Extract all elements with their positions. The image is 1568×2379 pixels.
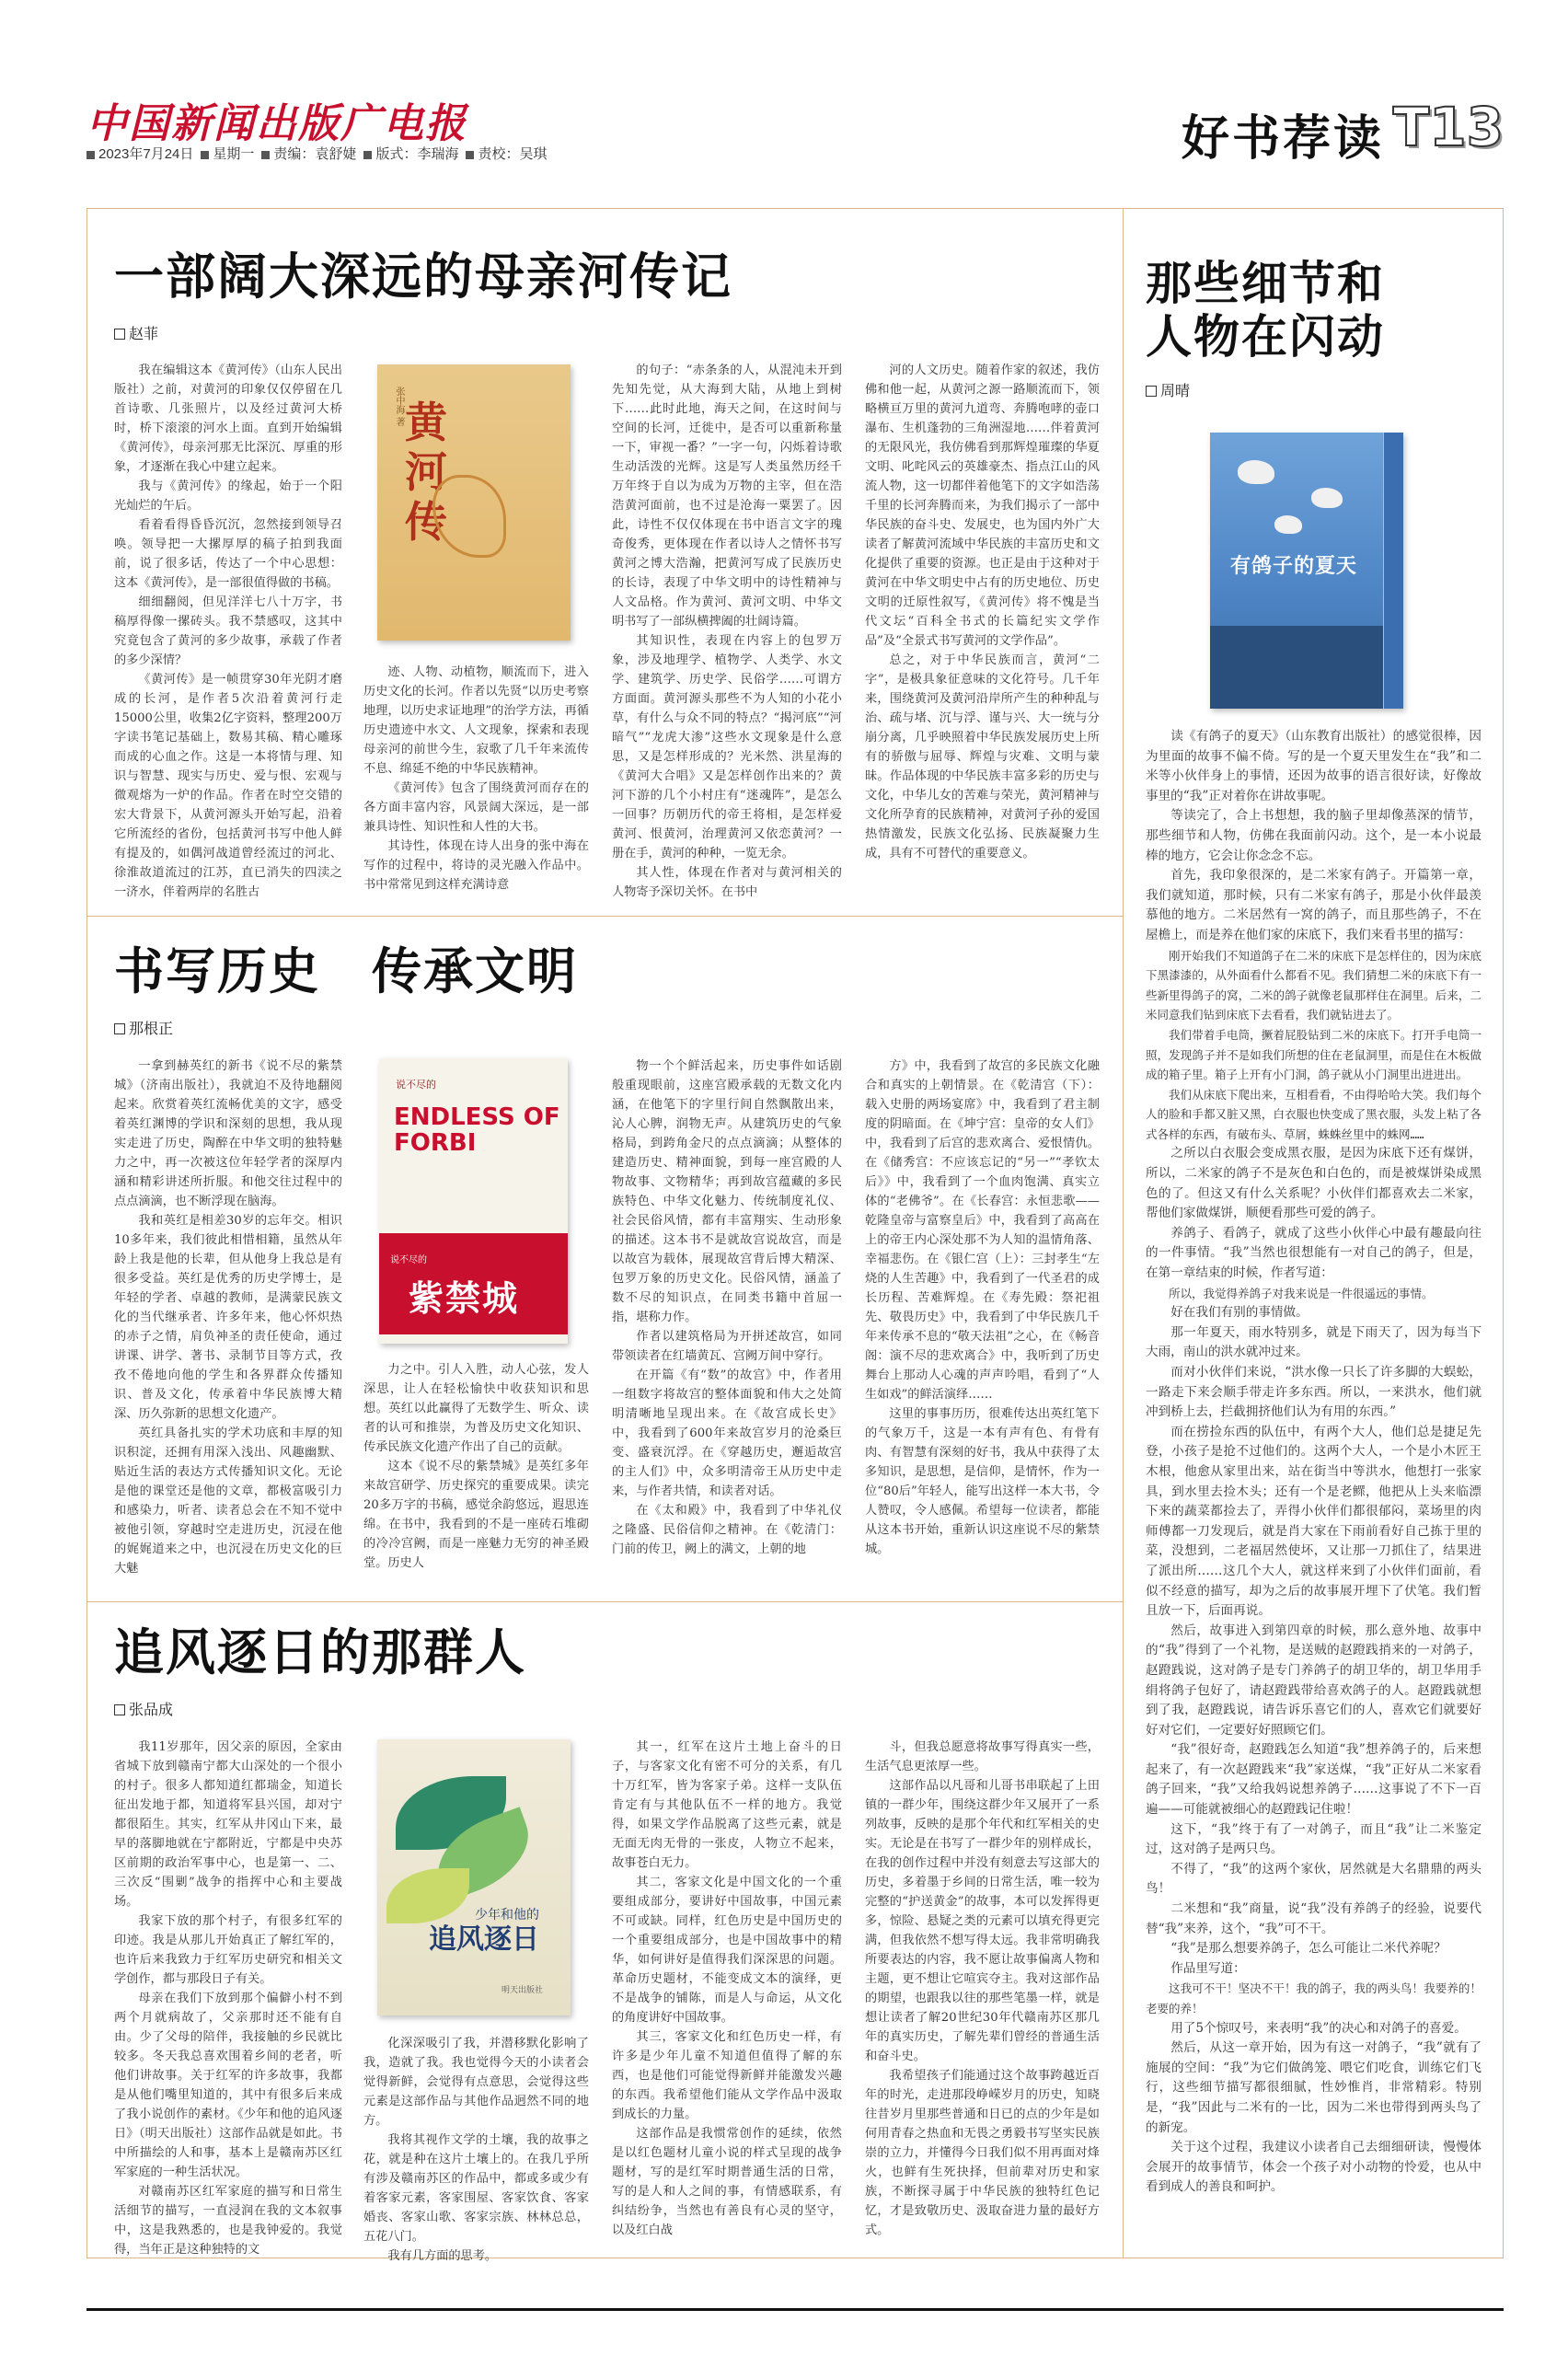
- article-title: 书写历史 传承文明: [114, 942, 578, 1000]
- article-column: 的句子：“赤条条的人，从混沌未开到先知先觉，从大海到大陆，从地上到树下……此时此地，海天之间，在这时间与空间的长河，迁徙中，是否可以重新称量一下，审视一番？”一字一句，闪烁着诗歌生动活泼的光辉。这是写人类虽然历经千万年终于自以为成为万物的主宰，但在浩浩黄河面前，也不过是沧海一粟罢了。因此，诗性不仅仅体现在书中语言文字的瑰奇俊秀，更体现在作者以诗人之情怀书写黄河之博大浩瀚，把黄河写成了民族历史的长诗，表现了中华文明中的诗性精神与人文品格。作为黄河、黄河文明、中华文明书写了一部纵横捭阖的壮阔诗篇。 其知识性，表现在内容上的包罗万象，涉及地理学、植物学、人类学、水文学、建筑学、历史学、民俗学……可谓方方面面。黄河源头那些不为人知的小花小草，有什么与众不同的特点？“揭河底”“河暗气”“龙虎大渗”这些水文现象是什么意思，又是怎样形成的？光米然、洪星海的《黄河大合唱》又是怎样创作出来的？黄河下游的几个小村庄有“迷魂阵”，是怎么一回事？历朝历代的帝王将相，是怎样爱黄河、恨黄河，治理黄河又依恋黄河？一册在手，黄河的种种，一览无余。 其人性，体现在作者对与黄河相关的人物寄予深切关怀。在书中: [612, 364, 842, 899]
- book-cover: 张中海 著 黄河传: [377, 364, 571, 641]
- article-column: 我在编辑这本《黄河传》（山东人民出版社）之前，对黄河的印象仅仅停留在几首诗歌、几张照片，以及经过黄河大桥时，桥下滚滚的河水上面。直到开始编辑《黄河传》，母亲河那无比深沉、厚重的形象，才逐渐在我心中建立起来。 我与《黄河传》的缘起，始于一个阳光灿烂的午后。 看着看得昏昏沉沉，忽然接到领导召唤。领导把一大摞厚厚的稿子拍到我面前，说了很多话，传达了一个中心思想：这本《黄河传》，是一部很值得做的书稿。 细细翻阅，但见洋洋七八十万字，书稿厚得像一摞砖头。我不禁感叹，这其中究竟包含了黄河的多少故事，承载了作者的多少深情？ 《黄河传》是一帧贯穿30年光阴才磨成的长河，是作者5次沿着黄河行走15000公里，收集2亿字资料，整理200万字读书笔记基础上，数易其稿、精心雕琢而成的心血之作。这是一本将情与理、知识与智慧、现实与历史、爱与恨、宏观与微观熔为一炉的作品。作者在时空交错的宏大背景下，从黄河源头开始写起，沿着它所流经的省份，包括黄河书写中他人鲜有提及的，如偶河战道曾经流过的河北、徐淮故道流过的江苏，直已消失的四渎之一济水，伴着两岸的名胜古: [114, 364, 342, 899]
- article-byline: 张品成: [114, 1698, 173, 1719]
- pigeon-illustration: [1238, 460, 1274, 484]
- article-column: 读《有鸽子的夏天》（山东教育出版社）的感觉很棒，因为里面的故事不偏不倚。写的是一个夏天里发生在“我”和二米等小伙伴身上的事情，还因为故事的语言很好读，好像故事里的“我”正对着你在讲故事呢。 等读完了，合上书想想，我的脑子里却像蒸深的情节，那些细节和人物，仿佛在我面前闪动。这个，是一本小说最棒的地方，它会让你念念不忘。 首先，我印象很深的，是二米家有鸽子。开篇第一章，我们就知道，那时候，只有二米家有鸽子，那是小伙伴最羡慕他的地方。二米居然有一窝的鸽子，而且那些鸽子，不在屋檐上，而是养在他们家的床底下，我们来看书里的描写： 刚开始我们不知道鸽子在二米的床底下是怎样住的，因为床底下黑漆漆的，从外面看什么都看不见。我们猜想二米的床底下有一些新里得鸽子的窝，二米的鸽子就像老鼠那样住在洞里。后来，二米同意我们钻到床底下去看看，我们就钻进去了。 我们带着手电筒，撅着屁股钻到二米的床底下。打开手电筒一照，发现鸽子并不是如我们所想的住在老鼠洞里，而是住在木板做成的箱子里。箱子上开有小门洞，鸽子就从小门洞里出进进出。 我们从床底下爬出来，互相看看，不由得哈哈大笑。我们每个人的脸和手都又脏又黑，白衣服也快变成了黑衣服，头发上粘了各式各样的东西，有破布头、草屑，蛛蛛丝里中的蛛网…… 之所以白衣服会变成黑衣服，是因为床底下还有煤饼，所以，二米家的鸽子不是灰色和白色的，而是被煤饼染成黑色的了。但这又有什么关系呢？小伙伴们都喜欢去二米家，帮他们家做煤饼，顺便看那些可爱的鸽子。 养鸽子、看鸽子，就成了这些小伙伴心中最有趣最向往的一件事情。“我”当然也很想能有一对自己的鸽子，但是，在第一章结束的时候，作者写道： 所以，我觉得养鸽子对我来说是一件很遥远的事情。 好在我们有别的事情做。 那一年夏天，雨水特别多，就是下雨天了，因为每当下大雨，南山的洪水就冲过来。 而对小伙伴们来说，“洪水像一只长了许多脚的大蜈蚣，一路走下来会顺手带走许多东西。所以，一来洪水，他们就冲到桥上去，拦截拥挤他们认为有用的东西。” 而在捞捡东西的队伍中，有两个大人，他们总是捷足先登，小孩子是抢不过他们的。这两个大人，一个是小木匠王木根，他愈从家里出来，站在街当中等洪水，他想打一张家具，到水里去捡木头；还有一个是老鳏，他把从上头来临漂下来的蔬菜都捡去了，弄得小伙伴们都很郁闷，菜场里的肉师傅都一刀发现后，就是肖大家在下雨前看好自己拣于里的菜，没想到，二老福居然使坏，又让那一刀抓住了，结果进了派出所……这几个大人，就这样来到了小伙伴们面前，看似不经意的描写，却为之后的故事展开埋下了伏笔。我们暂且放一下，后面再说。 然后，故事进入到第四章的时候，那么意外地、故事中的“我”得到了一个礼物，是送贼的赵蹬践捎来的一对鸽子，赵蹬践说，这对鸽子是专门养鸽子的胡卫华的，胡卫华用手绢将鸽子包好了，请赵蹬践带给喜欢鸽子的人。赵蹬践就想到了我，赵蹬践说，请告诉乐喜它们的人，喜欢它们就要好好对它们，一定要好好照顾它们。 “我”很好奇，赵蹬践怎么知道“我”想养鸽子的，后来想起来了，有一次赵蹬践来“我”家送煤，“我”正好从二米家看鸽子回来，“我”又给我妈说想养鸽子……这事说了不下一百遍——可能就被细心的赵蹬践记住啦！ 这下，“我”终于有了一对鸽子，而且“我”让二米鉴定过，这对鸽子是两只鸟。 不得了，“我”的这两个家伙，居然就是大名鼎鼎的两头鸟！ 二米想和“我”商量，说“我”没有养鸽子的经验，说要代替“我”来养，这个，“我”可不干。 “我”是那么想要养鸽子，怎么可能让二米代养呢？ 作品里写道： 这我可不干！坚决不干！我的鸽子，我的两头鸟！我要养的！老要的养！ 用了5个惊叹号，来表明“我”的决心和对鸽子的喜爱。 然后，从这一章开始，因为有这一对鸽子，“我”就有了施展的空间：“我”为它们做鸽笼、喂它们吃食，训练它们飞行，这些细节描写都很细腻，性妙惟肖，非常精彩。特别是，“我”因此与二米有的一比，因为二米也带得到两头鸟了的新宠。 关于这个过程，我建议小读者自己去细细研读，慢慢体会展开的故事情节，体会一个孩子对小动物的怜爱，也从中看到成人的善良和呵护。: [1146, 729, 1482, 2195]
- book-cover: 少年和他的 追风逐日 明天出版社: [377, 1739, 571, 2015]
- issue-layout: 版式：李瑞海: [363, 144, 458, 163]
- article-byline: 周晴: [1146, 379, 1190, 400]
- article-column: 一拿到赫英红的新书《说不尽的紫禁城》（济南出版社），我就迫不及待地翻阅起来。欣赏着英红流畅优美的文字，感受着英红渊博的学识和深刻的思想，我从现实走进了历史，陶醉在中华文明的独特魅力之中，再一次被这位年轻学者的深厚内涵和精彩讲述所折服。和他交往过程中的点点滴滴，也不断浮现在脑海。 我和英红是相差30岁的忘年交。相识10多年来，我们彼此相惜相籍，虽然从年龄上我是他的长辈，但从他身上我总是有很多受益。英红是优秀的历史学博士，是年轻的学者、卓越的教师，是满蒙民族文化的当代继承者、许多年来，他心怀炽热的赤子之情，肩负神圣的责任使命，通过讲课、讲学、著书、录制节目等方式，孜孜不倦地向他的学生和各界群众传播知识、普及文化，传承着中华民族博大精深、历久弥新的思想文化遗产。 英红具备扎实的学术功底和丰厚的知识积淀，还拥有用深入浅出、风趣幽默、贴近生活的表达方式传播知识文化。无论是他的课堂还是他的文章，都极富吸引力和感染力，听者、读者总会在不知不觉中被他引领，穿越时空走进历史，沉浸在他的娓娓道来之中，也沉浸在历史文化的巨大魅: [114, 1059, 342, 1576]
- article-column: 其一，红军在这片土地上奋斗的日子，与客家文化有密不可分的关系，有几十万红军，皆为客家子弟。这样一支队伍肯定有与其他队伍不一样的地方。我觉得，如果文学作品脱离了这些元素，就是无面无肉无骨的一张皮，人物立不起来，故事苍白无力。 其二，客家文化是中国文化的一个重要组成部分，要讲好中国故事，中国元素不可或缺。同样，红色历史是中国历史的一个重要组成部分，也是中国故事中的精华，如何讲好是值得我们深深思的问题。革命历史题材，不能变成文本的演绎，更不是战争的铺陈，而是人与命运，从文化的角度讲好中国故事。 其三，客家文化和红色历史一样，有许多是少年儿童不知道但值得了解的东西，也是他们可能觉得新鲜并能激发兴趣的东西。我希望他们能从文学作品中汲取到成长的力量。 这部作品是我惯常创作的延续，依然是以红色题材儿童小说的样式呈现的战争题材，写的是红军时期普通生活的日常，写的是人和人之间的事，有情感联系，有纠结纷争，当然也有善良有心灵的坚守，以及红白战: [612, 1740, 842, 2237]
- bottom-rule: [86, 2308, 1504, 2311]
- article-title: 那些细节和 人物在闪动: [1146, 257, 1385, 364]
- pigeon-illustration: [1274, 515, 1302, 534]
- article-column: 力之中。引人入胜，动人心弦，发人深思，让人在轻松愉快中收获知识和思想。英红以此赢得了无数学生、听众、读者的认可和推崇，为普及历史文化知识、传承民族文化遗产作出了自己的贡献。 这本《说不尽的紫禁城》是英红多年来故宫研学、历史探究的重要成果。读完20多万字的书稿，感觉余韵悠远，遐思连绵。在书中，我看到的不是一座砖石堆砌的冷冷宫阙，而是一座魅力无穷的神圣殿堂。历史人: [363, 1363, 589, 1570]
- page-number: T13: [1392, 96, 1504, 158]
- column-divider: [1123, 208, 1124, 2258]
- issue-proof: 责校：吴琪: [466, 144, 547, 163]
- article-divider: [86, 916, 1123, 917]
- issue-date: 2023年7月24日: [86, 144, 193, 163]
- article-column: 河的人文历史。随着作家的叙述，我仿佛和他一起，从黄河之源一路顺流而下，领略横亘万里的黄河九道弯、奔腾咆哮的壶口瀑布、生机蓬勃的三角洲湿地……伴着黄河的无限风光，我仿佛看到那辉煌璀璨的华夏文明、叱咤风云的英雄豪杰、指点江山的风流人物，这一切都伴着他笔下的文字如浩荡千里的长河奔腾而来，为我们揭示了一部中华民族的奋斗史、发展史，也为国内外广大读者了解黄河流域中华民族的丰富历史和文化提供了重要的资源。也正是由于这种对于黄河在中华文明史中占有的历史地位、历史文明的迁原性叙写，《黄河传》将不愧是当代文坛“百科全书式的长篇纪实文学作品”及“全景式书写黄河的文学作品”。 总之，对于中华民族而言，黄河“二字”，是极具象征意味的文化符号。几千年来，围绕黄河及黄河沿岸所产生的种种乱与治、疏与堵、沉与浮、谨与兴、大一统与分崩分离，几乎映照着中华民族发展历史上所有的骄傲与屈辱、辉煌与灾难、文明与蒙昧。作品体现的中华民族丰富多彩的历史与文化，中华儿女的苦难与荣光，黄河精神与文化所孕育的民族精神，对黄河子孙的爱国热情激发，民族文化弘扬、民族凝聚力生成，具有不可替代的重要意义。: [865, 364, 1100, 860]
- article-divider: [86, 1601, 1123, 1602]
- masthead: [86, 90, 1504, 191]
- article-column: 迹、人物、动植物，顺流而下，进入历史文化的长河。作者以先贤“以历史考察地理，以历史求证地理”的治学方法，再循历史遗迹中水文、人文现象，探索和表现母亲河的前世今生，寂歌了几千年来流传不息、绵延不绝的中华民族精神。 《黄河传》包含了围绕黄河而存在的各方面丰富内容，风景阔大深远，是一部兼具诗性、知识性和人性的大书。 其诗性，体现在诗人出身的张中海在写作的过程中，将诗的灵光融入作品中。书中常常见到这样充满诗意: [363, 665, 589, 892]
- newspaper-logo: 中国新闻出版广电报: [86, 100, 467, 147]
- article-byline: 那根正: [114, 1017, 173, 1038]
- article-byline: 赵菲: [114, 322, 158, 343]
- article-title: 追风逐日的那群人: [114, 1623, 526, 1681]
- article-column: 物一个个鲜活起来，历史事件如话剧般重现眼前，这座宫殿承载的无数文化内涵，在他笔下的字里行间自然飘散出来，沁人心脾，润物无声。从建筑历史的气象格局，到跨角金尺的点点滴滴；从整体的建造历史、精神面貌，到每一座宫殿的人物故事、文物精华；再到故宫蕴藏的多民族特色、中华文化魅力、传统制度礼仪、社会民俗风情，都有丰富翔实、生动形象的描述。这本书不是就故宫说故宫，而是以故宫为载体，展现故宫背后博大精深、包罗万象的历史文化。民俗风情，涵盖了数不尽的知识点，在同类书籍中首屈一指，堪称力作。 作者以建筑格局为开拼述故宫，如同带领读者在红墙黄瓦、宫阙万间中穿行。 在开篇《有“数”的故宫》中，作者用一组数字将故宫的整体面貌和伟大之处简明清晰地呈现出来。在《故宫成长史》中，我看到了600年来故宫岁月的沧桑巨变、盛衰沉浮。在《穿越历史，邂逅故宫的主人们》中，众多明清帝王从历史中走来，与作者共情，和读者对话。 在《太和殿》中，我看到了中华礼仪之隆盛、民俗信仰之精神。在《乾清门：门前的传卫，阙上的满文，上朝的地: [612, 1059, 842, 1556]
- issue-weekday: 星期一: [201, 144, 254, 163]
- article-column: 方》中，我看到了故宫的多民族文化融合和真实的上朝情景。在《乾清宫（下）：载入史册的两场宴席》中，我看到了君主制度的阴暗面。在《坤宁宫：皇帝的女人们》中，我看到了后宫的悲欢离合、爱恨情仇。在《储秀宫：不应该忘记的“另一”“孝钦太后》》中，我看到了一个血肉饱满、真实立体的“老佛爷”。在《长春宫：永恒悲歌——乾隆皇帝与富察皇后》中，我看到了高高在上的帝王内心深处那不为人知的温情角落、幸福悲伤。在《银仁宫（上）：三封孝生“左烧的人生苦趣》中，我看到了一代圣君的成长历程、苦难辉煌。在《寿先殿：祭祀祖先、敬畏历史》中，我看到了中华民族几千年来传承不息的“敬天法祖”之心，在《畅音阁：演不尽的悲欢离合》中，我听到了历史舞台上那动人心魂的声声吟唱，看到了“人生如戏”的鲜活演绎…… 这里的事事历历，很难传达出英红笔下的气象万千，这是一本有声有色、有骨有肉、有智慧有深刻的好书，我从中获得了太多知识，是思想，是信仰，是情怀，作为一位“80后”年轻人，能写出这样一本大书，令人赞叹，令人感佩。希望每一位读者，都能从这本书开始，重新认识这座说不尽的紫禁城。: [865, 1059, 1100, 1556]
- issue-meta: [86, 144, 547, 163]
- article-column: 斗，但我总愿意将故事写得真实一些，生活气息更浓厚一些。 这部作品以凡哥和儿哥书串联起了上田镇的一群少年，围绕这群少年又展开了一系列故事，反映的是那个年代和红军相关的史实。无论是在书写了一群少年的别样成长，在我的创作过程中并没有刻意去写这部大的历史，多着墨于乡间的日常生活，唯一较为完整的“护送黄金”的故事，本可以发挥得更多，惊险、悬疑之类的元素可以填充得更完满，但我依然不想写得太远。我非常明确我所要表达的内容，我不愿让故事偏离人物和主题，更不想让它喧宾夺主。我对这部作品的期望，也跟我以往的那些笔墨一样，就是想让读者了解20世纪30年代赣南苏区那几年的真实历史，了解先辈们曾经的普通生活和奋斗史。 我希望孩子们能通过这个故事跨越近百年的时光，走进那段峥嵘岁月的历史，知晓往昔岁月里那些普通和日已的点的少年是如何用青春之热血和无畏之勇毅书写坚实民族崇的立力，并懂得今日我们似不用再面对烽火，也鲜有生死抉择，但前辈对历史和家族，不断探寻属于中华民族的独特红色记忆，才是致敬历史、汲取奋进力量的最好方式。: [865, 1740, 1100, 2237]
- article-column: 我11岁那年，因父亲的原因，全家由省城下放到赣南宁都大山深处的一个很小的村子。很多人都知道红都瑞金，知道长征出发地于都，知道将军县兴国，却对宁都很陌生。其实，红军从井冈山下来，最早的落脚地就在宁都附近，宁都是中央苏区前期的政治军事中心，也是第一、二、三次反“围剿”战争的指挥中心和主要战场。 我家下放的那个村子，有很多红军的印迹。我是从那儿开始真正了解红军的，也许后来我致力于红军历史研究和相关文学创作，都与那段日子有关。 母亲在我们下放到那个偏僻小村不到两个月就病故了，父亲那时还不能有自由。少了父母的陪伴，我接触的乡民就比较多。冬天我总喜欢围着乡间的老者，听他们讲故事。关于红军的许多故事，我都是从他们嘴里知道的，其中有很多后来成了我小说创作的素材。《少年和他的追风逐日》（明天出版社）这部作品就是如此。书中所描绘的人和事，基本上是赣南苏区红军家庭的一种生活状况。 对赣南苏区红军家庭的描写和日常生活细节的描写，一直浸润在我的文本叙事中，这是我熟悉的，也是我钟爱的。我觉得，当年正是这种独特的文: [114, 1740, 342, 2257]
- section-title: 好书荐读: [1181, 111, 1384, 167]
- article-title: 一部阔大深远的母亲河传记: [114, 248, 732, 306]
- book-cover: 有鸽子的夏天: [1210, 433, 1403, 709]
- pigeon-illustration: [1311, 488, 1343, 508]
- issue-editor: 责编：袁舒婕: [261, 144, 356, 163]
- book-cover: 说不尽的 ENDLESS OF FORBI 说不尽的 紫禁城: [379, 1058, 568, 1344]
- article-column: 化深深吸引了我，并潜移默化影响了我，造就了我。我也觉得今天的小读者会觉得新鲜，会觉得有点意思，会觉得这些元素是这部作品与其他作品迥然不同的地方。 我将其视作文学的土壤，我的故事之花，就是种在这片土壤上的。在我几乎所有涉及赣南苏区的作品中，都或多或少有着客家元素，客家围屋、客家饮食、客家婚丧、客家山歌、客家宗族、林林总总，五花八门。 我有几方面的思考。: [363, 2037, 589, 2263]
